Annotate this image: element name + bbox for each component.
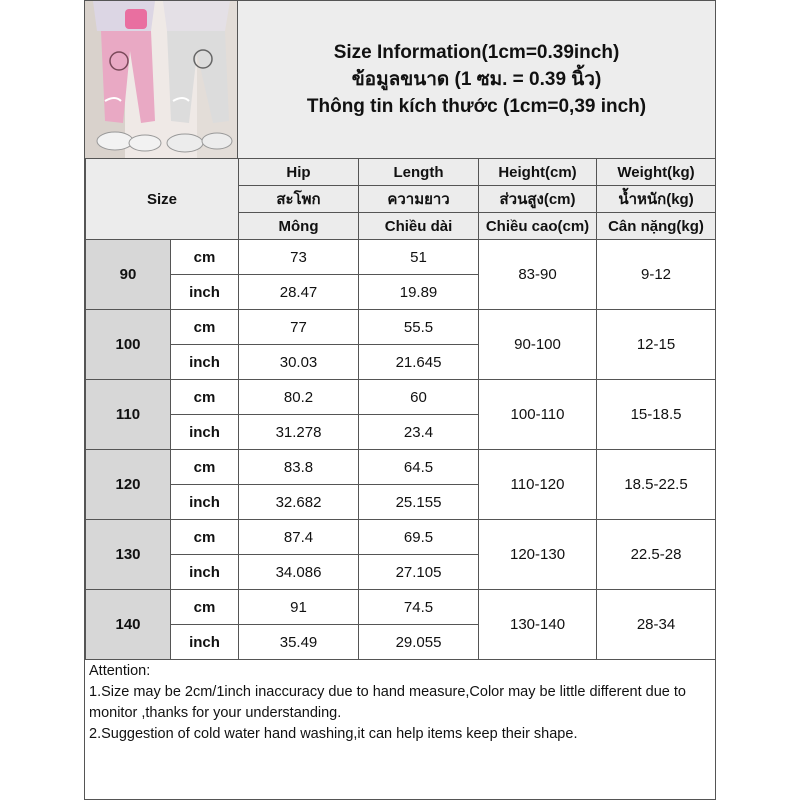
header-hip-vi: Mông <box>239 213 359 240</box>
header-weight-vi: Cân nặng(kg) <box>597 213 716 240</box>
table-row <box>86 590 716 625</box>
height-range: 110-120 <box>479 450 597 520</box>
hip-inch: 30.03 <box>239 345 359 380</box>
attention-notes <box>85 659 715 747</box>
header-area <box>85 1 715 159</box>
hip-cm: 87.4 <box>239 520 359 555</box>
title-vietnamese: Thông tin kích thước (1cm=0,39 inch) <box>306 96 647 117</box>
header-length-vi: Chiều dài <box>359 213 479 240</box>
size-value: 110 <box>86 380 171 450</box>
header-height-th: ส่วนสูง(cm) <box>479 186 597 213</box>
hip-inch: 35.49 <box>239 625 359 660</box>
unit-inch: inch <box>171 625 239 660</box>
length-inch: 19.89 <box>359 275 479 310</box>
note-washing: 2.Suggestion of cold water hand washing,it can help items keep their shape. <box>89 726 578 742</box>
size-header: Size <box>86 159 239 240</box>
weight-range: 15-18.5 <box>597 380 716 450</box>
height-range: 83-90 <box>479 240 597 310</box>
header-length-th: ความยาว <box>359 186 479 213</box>
size-value: 90 <box>86 240 171 310</box>
hip-inch: 28.47 <box>239 275 359 310</box>
length-cm: 51 <box>359 240 479 275</box>
length-inch: 23.4 <box>359 415 479 450</box>
length-inch: 25.155 <box>359 485 479 520</box>
unit-cm: cm <box>171 520 239 555</box>
table-row <box>86 240 716 275</box>
header-weight-th: น้ำหนัก(kg) <box>597 186 716 213</box>
table-row <box>86 520 716 555</box>
length-cm: 55.5 <box>359 310 479 345</box>
header-height-en: Height(cm) <box>479 159 597 186</box>
weight-range: 9-12 <box>597 240 716 310</box>
note-measure-accuracy: 1.Size may be 2cm/1inch inaccuracy due to hand measure,Color may be little different due to monitor ,thanks for your understanding. <box>89 684 686 721</box>
title-english: Size Information(1cm=0.39inch) <box>333 42 620 63</box>
hip-cm: 80.2 <box>239 380 359 415</box>
hip-inch: 34.086 <box>239 555 359 590</box>
table-row <box>86 450 716 485</box>
header-weight-en: Weight(kg) <box>597 159 716 186</box>
size-value: 100 <box>86 310 171 380</box>
hip-cm: 73 <box>239 240 359 275</box>
length-cm: 74.5 <box>359 590 479 625</box>
hip-cm: 77 <box>239 310 359 345</box>
unit-inch: inch <box>171 555 239 590</box>
weight-range: 18.5-22.5 <box>597 450 716 520</box>
length-inch: 29.055 <box>359 625 479 660</box>
weight-range: 22.5-28 <box>597 520 716 590</box>
title-thai: ข้อมูลขนาด (1 ซม. = 0.39 นิ้ว) <box>351 69 602 90</box>
unit-inch: inch <box>171 485 239 520</box>
height-range: 130-140 <box>479 590 597 660</box>
unit-cm: cm <box>171 240 239 275</box>
hip-cm: 91 <box>239 590 359 625</box>
unit-cm: cm <box>171 380 239 415</box>
unit-inch: inch <box>171 415 239 450</box>
kids-pants-illustration <box>85 1 237 158</box>
size-table <box>85 158 716 660</box>
table-row <box>86 380 716 415</box>
unit-inch: inch <box>171 275 239 310</box>
length-cm: 64.5 <box>359 450 479 485</box>
unit-cm: cm <box>171 590 239 625</box>
hip-cm: 83.8 <box>239 450 359 485</box>
attention-heading: Attention: <box>89 663 151 679</box>
weight-range: 28-34 <box>597 590 716 660</box>
header-hip-th: สะโพก <box>239 186 359 213</box>
height-range: 100-110 <box>479 380 597 450</box>
height-range: 90-100 <box>479 310 597 380</box>
size-value: 130 <box>86 520 171 590</box>
unit-cm: cm <box>171 450 239 485</box>
hip-inch: 31.278 <box>239 415 359 450</box>
weight-range: 12-15 <box>597 310 716 380</box>
header-length-en: Length <box>359 159 479 186</box>
height-range: 120-130 <box>479 520 597 590</box>
length-cm: 69.5 <box>359 520 479 555</box>
product-photo <box>85 1 238 158</box>
table-row <box>86 310 716 345</box>
length-cm: 60 <box>359 380 479 415</box>
size-value: 120 <box>86 450 171 520</box>
length-inch: 21.645 <box>359 345 479 380</box>
unit-inch: inch <box>171 345 239 380</box>
length-inch: 27.105 <box>359 555 479 590</box>
hip-inch: 32.682 <box>239 485 359 520</box>
header-row-en <box>86 159 716 186</box>
size-value: 140 <box>86 590 171 660</box>
header-height-vi: Chiều cao(cm) <box>479 213 597 240</box>
size-chart-sheet <box>84 0 716 800</box>
header-hip-en: Hip <box>239 159 359 186</box>
unit-cm: cm <box>171 310 239 345</box>
title-box <box>238 1 715 158</box>
